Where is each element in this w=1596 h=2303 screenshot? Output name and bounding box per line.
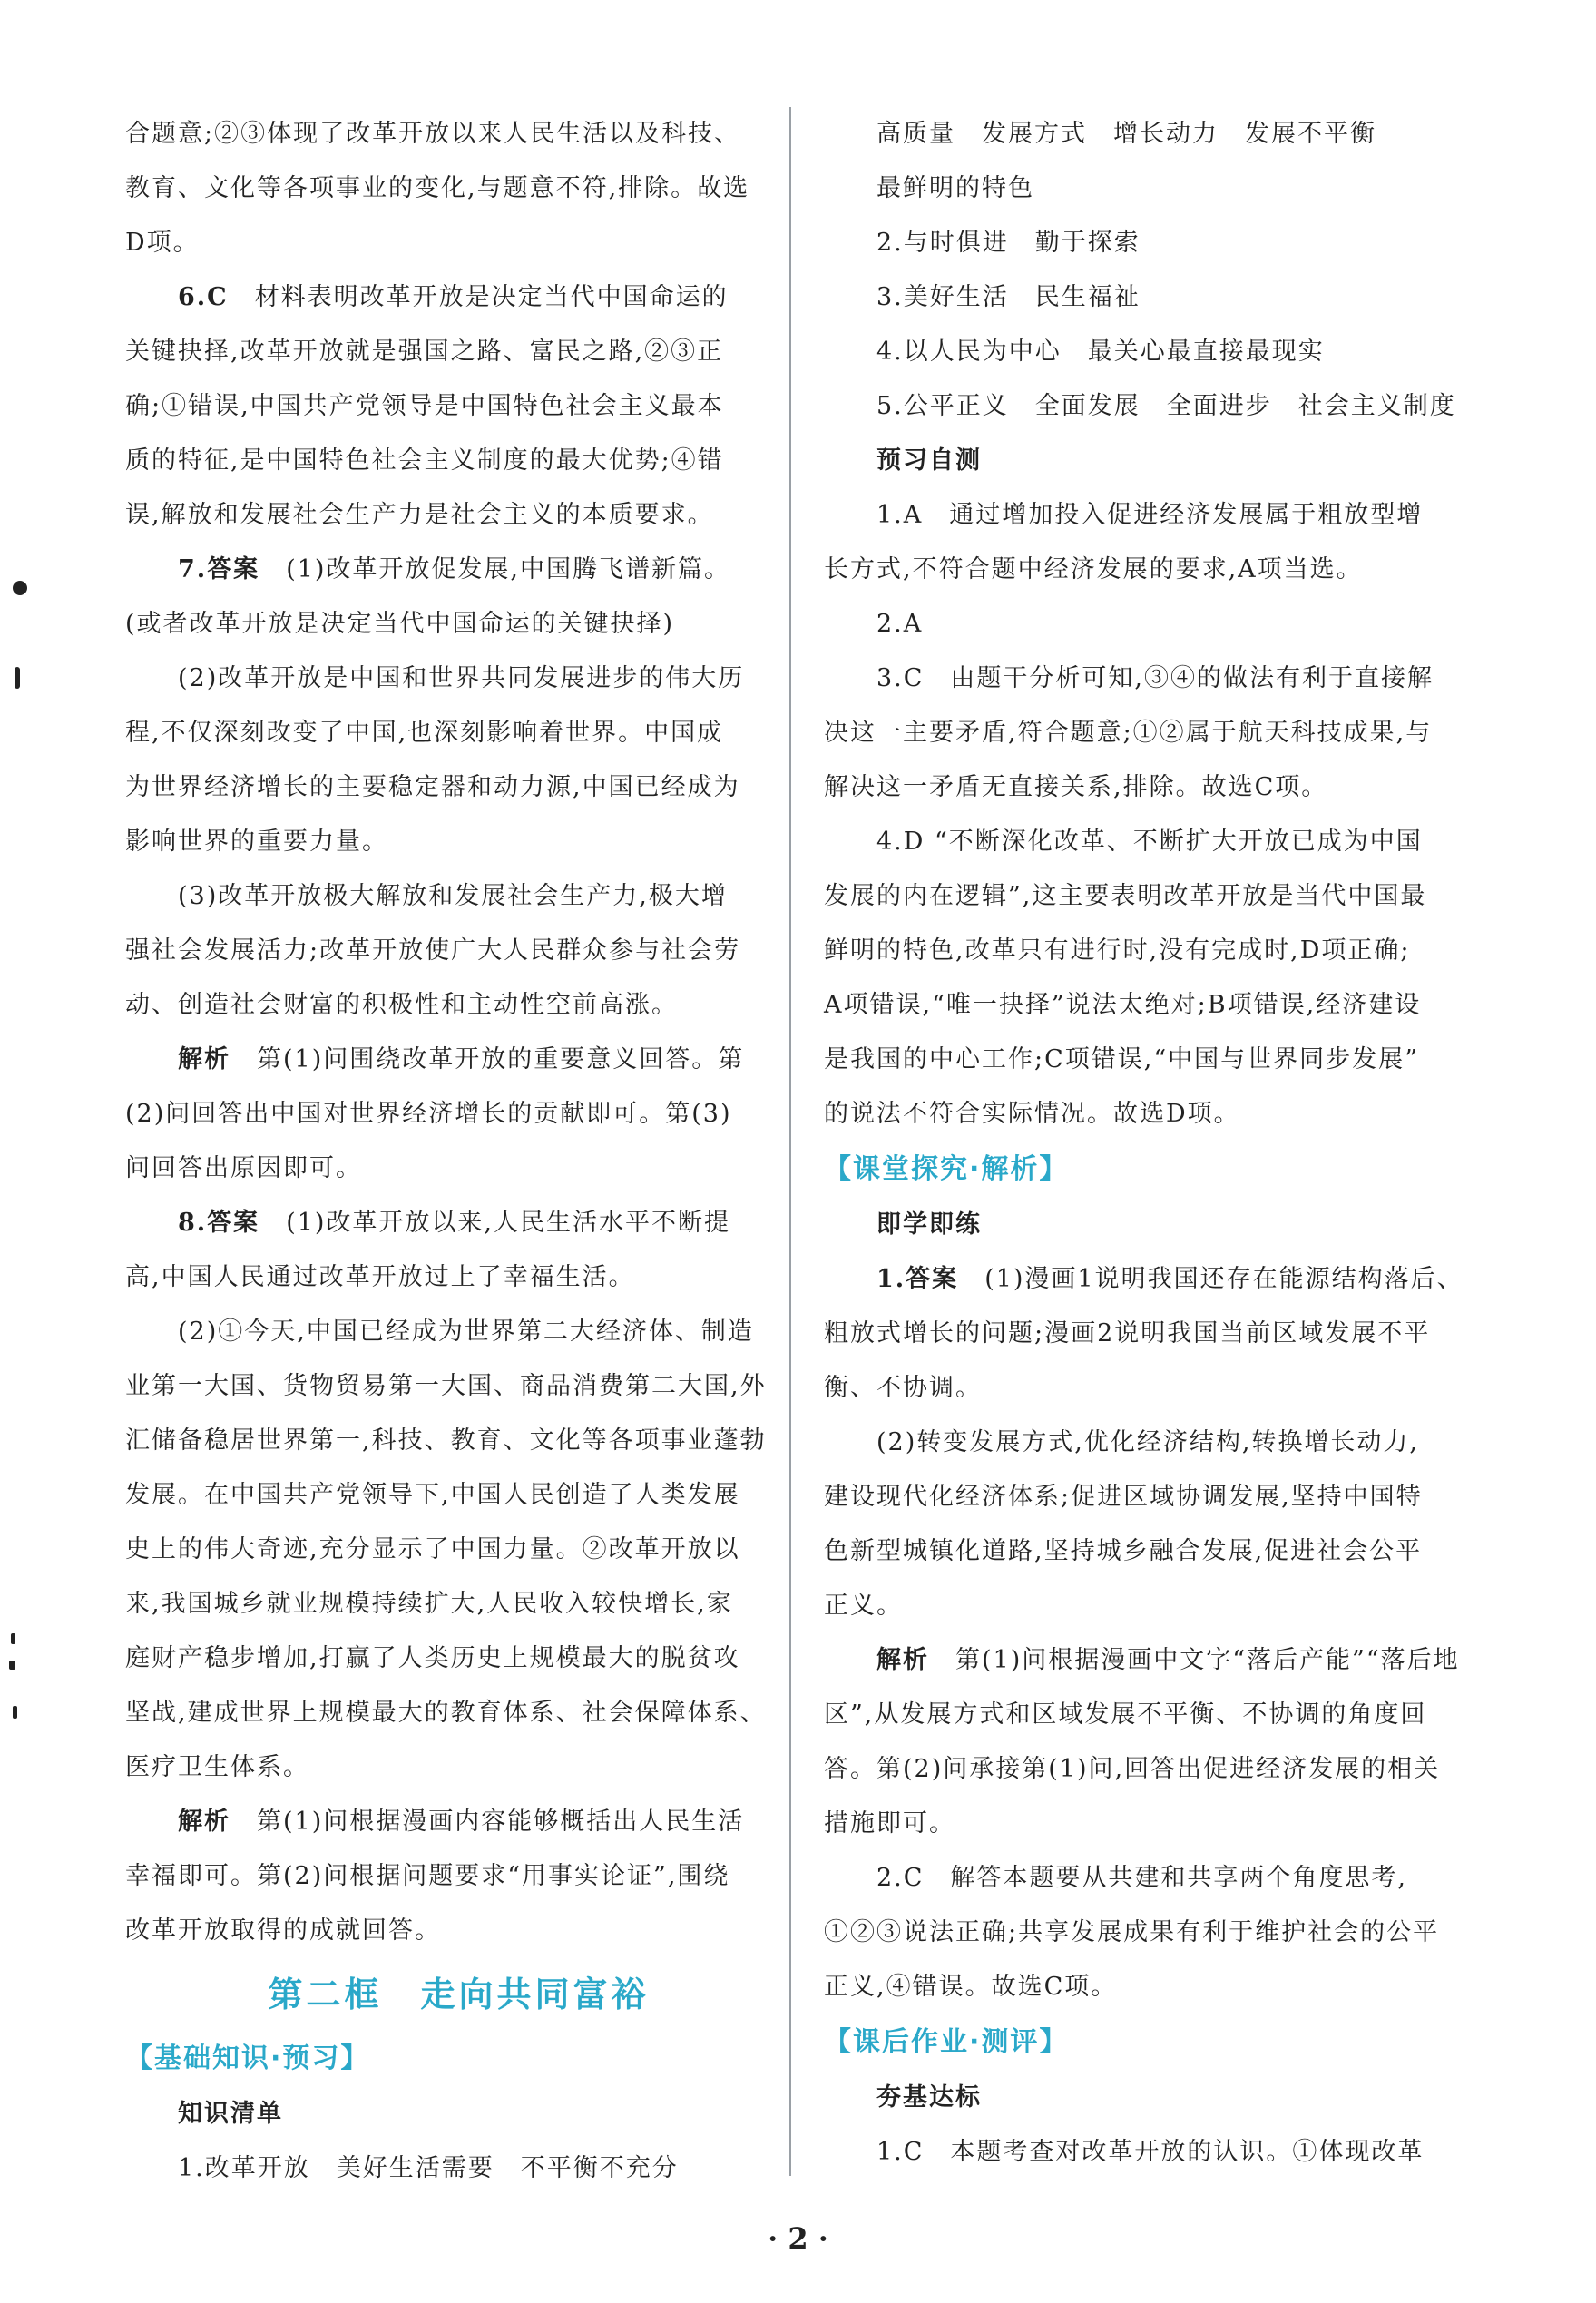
analysis-label: 解析 xyxy=(178,1045,230,1073)
scan-mark xyxy=(9,1661,15,1670)
text-line: 程,不仅深刻改变了中国,也深刻影响着世界。中国成 xyxy=(125,719,724,747)
subheading-practice: 即学即练 xyxy=(876,1210,982,1239)
text-line: (3)改革开放极大解放和发展社会生产力,极大增 xyxy=(178,882,728,910)
question-7: 7.答案 (1)改革开放促发展,中国腾飞谱新篇。 xyxy=(178,555,731,583)
text-line: 误,解放和发展社会生产力是社会主义的本质要求。 xyxy=(125,501,714,529)
answer-label: 答案 xyxy=(207,1209,260,1237)
text-line: 1.A 通过增加投入促进经济发展属于粗放型增 xyxy=(876,501,1424,529)
frame-title: 第二框 走向共同富裕 xyxy=(268,1974,650,2014)
text-line: D项。 xyxy=(125,229,200,257)
text-line: 答。第(2)问承接第(1)问,回答出促进经济发展的相关 xyxy=(824,1755,1441,1783)
knowledge-item-3: 3.美好生活 民生福祉 xyxy=(876,283,1141,311)
text-line: 高质量 发展方式 增长动力 发展不平衡 xyxy=(876,120,1376,148)
subheading-knowledge-list: 知识清单 xyxy=(178,2100,283,2128)
text-line: ①②③说法正确;共享发展成果有利于维护社会的公平 xyxy=(824,1918,1440,1946)
scan-mark xyxy=(15,667,20,689)
text-line: (或者改革开放是决定当代中国命运的关键抉择) xyxy=(125,610,675,638)
text-line: 发展的内在逻辑”,这主要表明改革开放是当代中国最 xyxy=(824,882,1427,910)
text-line: 正义。 xyxy=(824,1592,903,1620)
text-line: 教育、文化等各项事业的变化,与题意不符,排除。故选 xyxy=(125,174,750,202)
text-line: 鲜明的特色,改革只有进行时,没有完成时,D项正确; xyxy=(824,936,1411,965)
text-line: 区”,从发展方式和区域发展不平衡、不协调的角度回 xyxy=(824,1700,1427,1729)
answer-label: 答案 xyxy=(906,1265,959,1293)
text-line: 坚战,建成世界上规模最大的教育体系、社会保障体系、 xyxy=(125,1699,767,1727)
knowledge-item-4: 4.以人民为中心 最关心最直接最现实 xyxy=(876,338,1325,366)
text-line: 长方式,不符合题中经济发展的要求,A项当选。 xyxy=(824,555,1363,583)
text-line: 2.C 解答本题要从共建和共享两个角度思考, xyxy=(876,1864,1408,1892)
text-line: 医疗卫生体系。 xyxy=(125,1753,309,1781)
text-line: 2.A xyxy=(876,610,924,638)
text-line: 粗放式增长的问题;漫画2说明我国当前区域发展不平 xyxy=(824,1319,1431,1348)
subheading-basic: 夯基达标 xyxy=(876,2083,982,2112)
text-line: (2)改革开放是中国和世界共同发展进步的伟大历 xyxy=(178,664,745,692)
question-8: 8.答案 (1)改革开放以来,人民生活水平不断提 xyxy=(178,1209,731,1237)
section-tag-classroom: 【课堂探究·解析】 xyxy=(824,1153,1069,1185)
answer-label: 答案 xyxy=(207,555,260,583)
text-line: 史上的伟大奇迹,充分显示了中国力量。②改革开放以 xyxy=(125,1535,740,1563)
scan-mark xyxy=(13,1706,17,1719)
text-line: 决这一主要矛盾,符合题意;①②属于航天科技成果,与 xyxy=(824,719,1433,747)
text-line: 发展。在中国共产党领导下,中国人民创造了人类发展 xyxy=(125,1481,740,1509)
text-line: 合题意;②③体现了改革开放以来人民生活以及科技、 xyxy=(125,120,741,148)
text-line: (2)问回答出中国对世界经济增长的贡献即可。第(3) xyxy=(125,1100,732,1128)
knowledge-item-1: 1.改革开放 美好生活需要 不平衡不充分 xyxy=(178,2154,679,2182)
analysis-practice-1: 解析 第(1)问根据漫画中文字“落后产能”“落后地 xyxy=(876,1646,1460,1674)
text-line: 业第一大国、货物贸易第一大国、商品消费第二大国,外 xyxy=(125,1372,767,1400)
analysis-label: 解析 xyxy=(876,1646,929,1674)
left-column xyxy=(125,107,792,2196)
text-line: 关键抉择,改革开放就是强国之路、富民之路,②③正 xyxy=(125,338,724,366)
text-line: 解决这一矛盾无直接关系,排除。故选C项。 xyxy=(824,773,1328,801)
text-line: 庭财产稳步增加,打赢了人类历史上规模最大的脱贫攻 xyxy=(125,1644,740,1672)
text-line: 质的特征,是中国特色社会主义制度的最大优势;④错 xyxy=(125,446,724,475)
text-line: 强社会发展活力;改革开放使广大人民群众参与社会劳 xyxy=(125,936,741,965)
text-line: 来,我国城乡就业规模持续扩大,人民收入较快增长,家 xyxy=(125,1590,733,1618)
analysis-7: 解析 第(1)问围绕改革开放的重要意义回答。第 xyxy=(178,1045,745,1073)
text-line: 是我国的中心工作;C项错误,“中国与世界同步发展” xyxy=(824,1045,1419,1073)
text-line: 最鲜明的特色 xyxy=(876,174,1034,202)
text-line: 的说法不符合实际情况。故选D项。 xyxy=(824,1100,1240,1128)
text-line: 4.D “不断深化改革、不断扩大开放已成为中国 xyxy=(876,828,1423,856)
text-line: 衡、不协调。 xyxy=(824,1374,982,1402)
text-line: 建设现代化经济体系;促进区域协调发展,坚持中国特 xyxy=(824,1483,1423,1511)
text-line: 措施即可。 xyxy=(824,1809,955,1838)
section-tag-preview: 【基础知识·预习】 xyxy=(125,2043,370,2074)
analysis-8: 解析 第(1)问根据漫画内容能够概括出人民生活 xyxy=(178,1808,745,1836)
subheading-self-test: 预习自测 xyxy=(876,446,982,475)
scan-mark xyxy=(13,581,27,595)
page-number: · 2 · xyxy=(768,2221,828,2256)
text-line: 改革开放取得的成就回答。 xyxy=(125,1916,441,1945)
section-tag-homework: 【课后作业·测评】 xyxy=(824,2026,1069,2058)
text-line: A项错误,“唯一抉择”说法太绝对;B项错误,经济建设 xyxy=(824,991,1422,1019)
text-line: 幸福即可。第(2)问根据问题要求“用事实论证”,围绕 xyxy=(125,1862,730,1890)
text-line: 高,中国人民通过改革开放过上了幸福生活。 xyxy=(125,1263,635,1291)
knowledge-item-2: 2.与时俱进 勤于探索 xyxy=(876,229,1141,257)
text-line: 影响世界的重要力量。 xyxy=(125,828,388,856)
text-line: 动、创造社会财富的积极性和主动性空前高涨。 xyxy=(125,991,678,1019)
text-line: 3.C 由题干分析可知,③④的做法有利于直接解 xyxy=(876,664,1434,692)
right-column xyxy=(824,107,1468,2180)
analysis-label: 解析 xyxy=(178,1808,230,1836)
question-number: 6.C xyxy=(178,283,229,311)
text-line: (2)转变发展方式,优化经济结构,转换增长动力, xyxy=(876,1428,1419,1456)
text-line: 为世界经济增长的主要稳定器和动力源,中国已经成为 xyxy=(125,773,740,801)
text-line: (2)①今天,中国已经成为世界第二大经济体、制造 xyxy=(178,1318,754,1346)
text-line: 汇储备稳居世界第一,科技、教育、文化等各项事业蓬勃 xyxy=(125,1426,767,1455)
text-line: 1.C 本题考查对改革开放的认识。①体现改革 xyxy=(876,2138,1425,2166)
text-line: 正义,④错误。故选C项。 xyxy=(824,1973,1118,2001)
text-line: 确;①错误,中国共产党领导是中国特色社会主义最本 xyxy=(125,392,724,420)
practice-1: 1.答案 (1)漫画1说明我国还存在能源结构落后、 xyxy=(876,1265,1464,1293)
knowledge-item-5: 5.公平正义 全面发展 全面进步 社会主义制度 xyxy=(876,392,1456,420)
question-6: 6.C 材料表明改革开放是决定当代中国命运的 xyxy=(178,283,729,311)
text-line: 问回答出原因即可。 xyxy=(125,1154,362,1182)
text-line: 色新型城镇化道路,坚持城乡融合发展,促进社会公平 xyxy=(824,1537,1423,1565)
scan-mark xyxy=(11,1633,15,1644)
